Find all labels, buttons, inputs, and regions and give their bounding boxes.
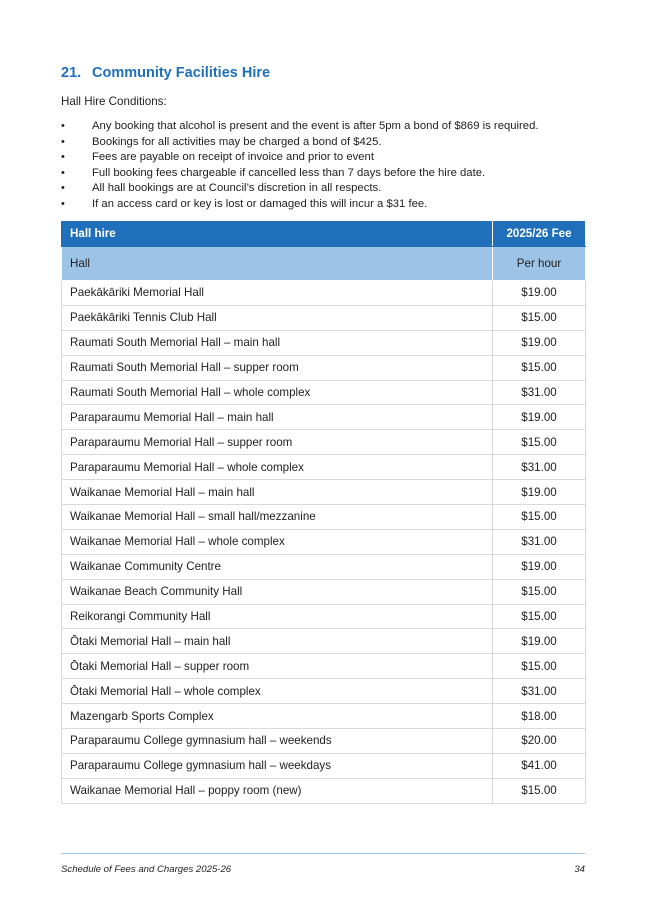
bullet-icon: •	[61, 135, 65, 148]
condition-text: Bookings for all activities may be charged a bond of $425.	[92, 135, 382, 148]
condition-item	[61, 119, 591, 135]
table-row	[62, 355, 586, 380]
hall-name: Paekākāriki Memorial Hall	[62, 281, 493, 306]
hall-fee: $31.00	[493, 455, 586, 480]
hall-name: Paraparaumu Memorial Hall – supper room	[62, 430, 493, 455]
hall-fee: $15.00	[493, 430, 586, 455]
hall-name: Ōtaki Memorial Hall – whole complex	[62, 679, 493, 704]
hall-fee: $19.00	[493, 480, 586, 505]
hall-name: Waikanae Memorial Hall – main hall	[62, 480, 493, 505]
table-row	[62, 405, 586, 430]
section-title: Community Facilities Hire	[92, 65, 271, 81]
conditions-intro: Hall Hire Conditions:	[61, 95, 167, 108]
hall-hire-fees-table	[61, 220, 586, 804]
table-row	[62, 529, 586, 554]
section-number: 21.	[61, 65, 82, 81]
table-row	[62, 554, 586, 579]
column-header-fee: 2025/26 Fee	[493, 221, 586, 247]
hall-name: Paraparaumu College gymnasium hall – weekdays	[62, 753, 493, 778]
hall-name: Mazengarb Sports Complex	[62, 704, 493, 729]
footer-divider	[61, 853, 585, 854]
table-row	[62, 753, 586, 778]
hall-name: Paekākāriki Tennis Club Hall	[62, 305, 493, 330]
hall-name: Raumati South Memorial Hall – main hall	[62, 330, 493, 355]
hall-name: Waikanae Community Centre	[62, 554, 493, 579]
conditions-list	[61, 119, 591, 212]
table-row	[62, 505, 586, 530]
footer-document-title: Schedule of Fees and Charges 2025-26	[61, 864, 232, 875]
condition-item	[61, 166, 591, 182]
hall-fee: $19.00	[493, 629, 586, 654]
condition-text: Full booking fees chargeable if cancelled less than 7 days before the hire date.	[92, 166, 486, 179]
subheader-hall: Hall	[62, 247, 493, 281]
hall-name: Raumati South Memorial Hall – whole complex	[62, 380, 493, 405]
bullet-icon: •	[61, 120, 65, 132]
section-heading	[61, 65, 270, 81]
hall-name: Ōtaki Memorial Hall – supper room	[62, 654, 493, 679]
bullet-icon: •	[61, 182, 65, 194]
hall-fee: $15.00	[493, 305, 586, 330]
condition-item	[61, 181, 591, 197]
table-row	[62, 281, 586, 306]
hall-fee: $31.00	[493, 380, 586, 405]
hall-fee: $19.00	[493, 330, 586, 355]
hall-name: Paraparaumu College gymnasium hall – weekends	[62, 729, 493, 754]
hall-fee: $31.00	[493, 679, 586, 704]
hall-fee: $19.00	[493, 405, 586, 430]
hall-fee: $19.00	[493, 281, 586, 306]
condition-text: If an access card or key is lost or damaged this will incur a $31 fee.	[92, 197, 428, 210]
table-row	[62, 604, 586, 629]
table-row	[62, 430, 586, 455]
bullet-icon: •	[61, 197, 65, 210]
condition-text: Fees are payable on receipt of invoice and prior to event	[92, 151, 374, 163]
table-row	[62, 679, 586, 704]
condition-text: All hall bookings are at Council’s discretion in all respects.	[92, 182, 382, 194]
hall-name: Waikanae Memorial Hall – whole complex	[62, 529, 493, 554]
hall-name: Waikanae Memorial Hall – poppy room (new)	[62, 778, 493, 803]
condition-item	[61, 197, 591, 213]
hall-fee: $15.00	[493, 604, 586, 629]
hall-name: Waikanae Memorial Hall – small hall/mezzanine	[62, 505, 493, 530]
subheader-unit: Per hour	[493, 247, 586, 281]
condition-text: Any booking that alcohol is present and the event is after 5pm a bond of $869 is required.	[92, 120, 539, 132]
hall-name: Ōtaki Memorial Hall – main hall	[62, 629, 493, 654]
hall-fee: $18.00	[493, 704, 586, 729]
hall-name: Waikanae Beach Community Hall	[62, 579, 493, 604]
bullet-icon: •	[61, 166, 65, 179]
hall-fee: $20.00	[493, 729, 586, 754]
footer-page-number: 34	[574, 864, 585, 875]
hall-fee: $31.00	[493, 529, 586, 554]
condition-item	[61, 135, 591, 151]
bullet-icon: •	[61, 151, 65, 163]
table-row	[62, 778, 586, 803]
table-header-row	[62, 221, 586, 247]
table-row	[62, 330, 586, 355]
table-row	[62, 579, 586, 604]
table-row	[62, 455, 586, 480]
hall-fee: $15.00	[493, 355, 586, 380]
column-header-hall-hire: Hall hire	[62, 221, 493, 247]
table-row	[62, 380, 586, 405]
table-row	[62, 305, 586, 330]
table-row	[62, 704, 586, 729]
hall-name: Raumati South Memorial Hall – supper room	[62, 355, 493, 380]
hall-fee: $15.00	[493, 579, 586, 604]
hall-name: Reikorangi Community Hall	[62, 604, 493, 629]
hall-fee: $19.00	[493, 554, 586, 579]
hall-fee: $15.00	[493, 505, 586, 530]
table-row	[62, 480, 586, 505]
condition-item	[61, 150, 591, 166]
table-row	[62, 654, 586, 679]
hall-fee: $41.00	[493, 753, 586, 778]
hall-name: Paraparaumu Memorial Hall – whole complex	[62, 455, 493, 480]
hall-fee: $15.00	[493, 654, 586, 679]
hall-fee: $15.00	[493, 778, 586, 803]
table-row	[62, 729, 586, 754]
hall-name: Paraparaumu Memorial Hall – main hall	[62, 405, 493, 430]
table-subheader-row	[62, 247, 586, 281]
table-row	[62, 629, 586, 654]
